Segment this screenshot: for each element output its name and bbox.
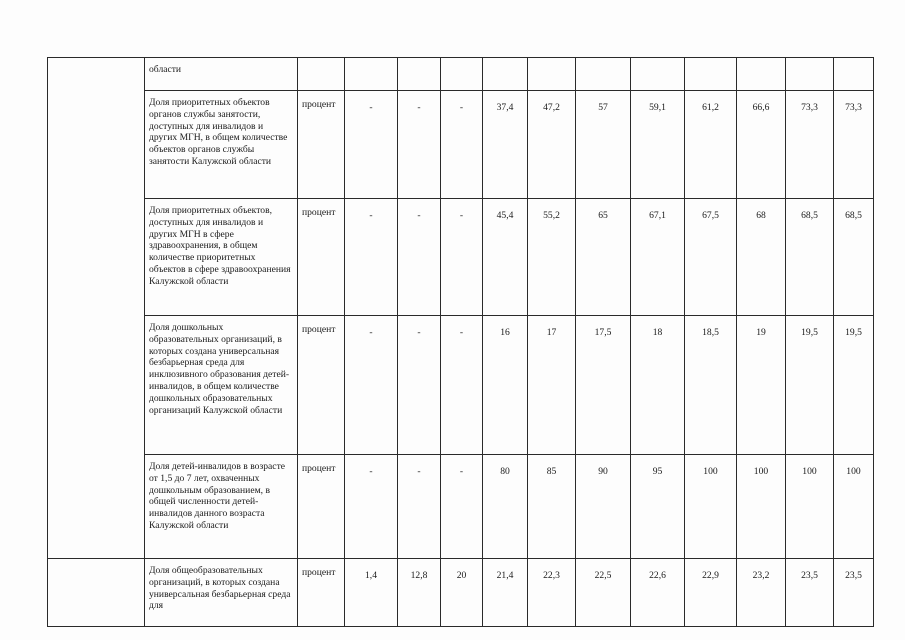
value-cell: 47,2 [528,91,576,199]
value-cell: 23,5 [834,559,874,627]
value-cell [345,58,398,91]
value-cell: 67,1 [631,199,685,316]
value-cell [631,58,685,91]
value-cell: - [398,199,441,316]
unit-cell: процент [298,316,345,455]
value-cell: - [345,455,398,559]
value-cell: - [398,316,441,455]
value-cell: - [441,199,483,316]
value-cell: 61,2 [685,91,737,199]
value-cell: 22,6 [631,559,685,627]
value-cell: 23,5 [786,559,834,627]
value-cell: 100 [834,455,874,559]
table-row [48,91,874,199]
value-cell [576,58,631,91]
value-cell: 19,5 [834,316,874,455]
value-cell: 66,6 [737,91,786,199]
value-cell: 17,5 [576,316,631,455]
value-cell [483,58,528,91]
value-cell: 16 [483,316,528,455]
indicator-name-cell: Доля детей-инвалидов в возрасте от 1,5 до 7 лет, охваченных дошкольным образованием, в общей численности детей-инвалидов данного возраста Калужской области [145,455,298,559]
unit-cell: процент [298,91,345,199]
value-cell: 68 [737,199,786,316]
indicators-table [47,57,874,627]
value-cell: 17 [528,316,576,455]
section-cell [48,559,145,627]
indicator-name-cell: Доля общеобразовательных организаций, в которых создана универсальная безбарьерная среда для [145,559,298,627]
value-cell: - [441,316,483,455]
unit-cell [298,58,345,91]
value-cell: 1,4 [345,559,398,627]
value-cell: 55,2 [528,199,576,316]
value-cell: - [441,455,483,559]
value-cell: 23,2 [737,559,786,627]
value-cell: - [441,91,483,199]
value-cell [834,58,874,91]
value-cell: 22,5 [576,559,631,627]
value-cell: - [398,91,441,199]
value-cell [441,58,483,91]
value-cell: 80 [483,455,528,559]
value-cell: 65 [576,199,631,316]
value-cell: 85 [528,455,576,559]
indicator-name-cell: области [145,58,298,91]
table-row [48,199,874,316]
value-cell: 100 [685,455,737,559]
value-cell: 22,9 [685,559,737,627]
value-cell [737,58,786,91]
value-cell: 100 [786,455,834,559]
value-cell: - [345,91,398,199]
table-row [48,316,874,455]
value-cell: 100 [737,455,786,559]
value-cell: 68,5 [786,199,834,316]
section-cell [48,58,145,559]
value-cell: 37,4 [483,91,528,199]
value-cell: 45,4 [483,199,528,316]
indicator-name-cell: Доля дошкольных образовательных организаций, в которых создана универсальная безбарьерная среда для инклюзивного образования детей-инвалидов, в общем количестве дошкольных образовательных организаций Калужской области [145,316,298,455]
unit-cell: процент [298,559,345,627]
value-cell [685,58,737,91]
value-cell: 67,5 [685,199,737,316]
value-cell: - [398,455,441,559]
value-cell: 18,5 [685,316,737,455]
value-cell: 19 [737,316,786,455]
value-cell [786,58,834,91]
value-cell [528,58,576,91]
value-cell: 18 [631,316,685,455]
value-cell: 68,5 [834,199,874,316]
value-cell: 20 [441,559,483,627]
value-cell [398,58,441,91]
indicator-name-cell: Доля приоритетных объектов, доступных для инвалидов и других МГН в сфере здравоохранения, в общем количестве приоритетных объектов в сфере здравоохранения Калужской области [145,199,298,316]
value-cell: 22,3 [528,559,576,627]
value-cell: 73,3 [786,91,834,199]
table-row [48,559,874,627]
unit-cell: процент [298,199,345,316]
value-cell: - [345,199,398,316]
value-cell: 19,5 [786,316,834,455]
unit-cell: процент [298,455,345,559]
value-cell: 73,3 [834,91,874,199]
indicator-name-cell: Доля приоритетных объектов органов службы занятости, доступных для инвалидов и других МГН, в общем количестве объектов органов службы занятости Калужской области [145,91,298,199]
table-row [48,58,874,91]
value-cell: 12,8 [398,559,441,627]
table-row [48,455,874,559]
value-cell: 21,4 [483,559,528,627]
value-cell: 59,1 [631,91,685,199]
value-cell: 95 [631,455,685,559]
value-cell: 57 [576,91,631,199]
value-cell: - [345,316,398,455]
value-cell: 90 [576,455,631,559]
